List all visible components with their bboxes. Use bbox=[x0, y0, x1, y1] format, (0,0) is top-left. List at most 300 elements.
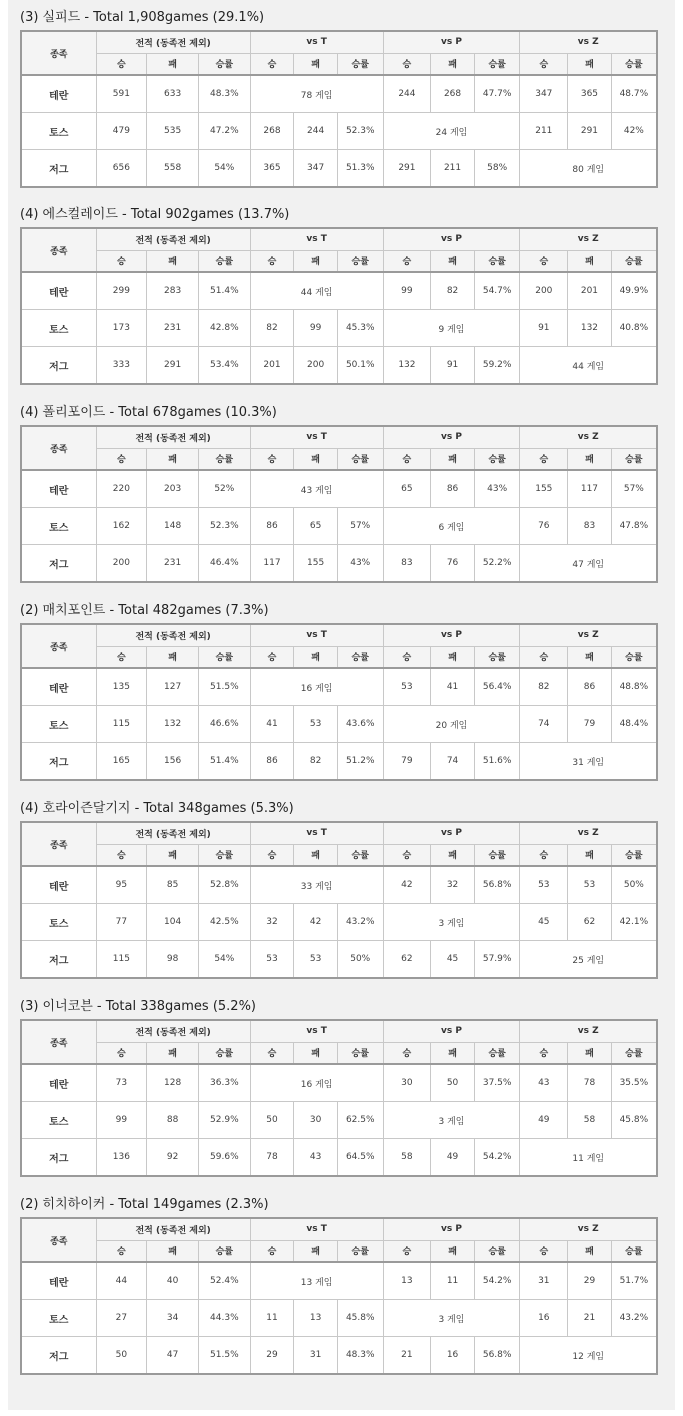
header-rate: 승률 bbox=[198, 844, 250, 866]
map-stats-table bbox=[20, 1217, 658, 1375]
vs-p-wins: 53 bbox=[383, 668, 431, 705]
vs-t-win-rate: 51.3% bbox=[337, 150, 383, 187]
record-win-rate: 52.8% bbox=[198, 866, 250, 903]
header-rate: 승률 bbox=[198, 250, 250, 272]
header-rate: 승률 bbox=[337, 448, 383, 470]
header-win: 승 bbox=[250, 1240, 294, 1262]
header-win: 승 bbox=[96, 1240, 147, 1262]
vs-p-win-rate: 54.7% bbox=[474, 272, 520, 309]
header-win: 승 bbox=[250, 448, 294, 470]
header-rate: 승률 bbox=[198, 1042, 250, 1064]
header-win: 승 bbox=[383, 250, 431, 272]
vs-p-win-rate: 43% bbox=[474, 470, 520, 507]
vs-t-wins: 41 bbox=[250, 706, 294, 743]
vs-t-win-rate: 51.2% bbox=[337, 743, 383, 780]
vs-z-mirror-games: 31 게임 bbox=[520, 743, 657, 780]
row-protoss bbox=[21, 113, 657, 150]
vs-z-win-rate: 57% bbox=[611, 470, 657, 507]
row-terran bbox=[21, 470, 657, 507]
vs-t-wins: 86 bbox=[250, 743, 294, 780]
vs-t-losses: 43 bbox=[294, 1139, 338, 1176]
header-record: 전적 (동족전 제외) bbox=[96, 31, 250, 53]
header-loss: 패 bbox=[147, 448, 199, 470]
record-win-rate: 51.5% bbox=[198, 668, 250, 705]
vs-z-wins: 91 bbox=[520, 310, 568, 347]
map-title: (2) 히치하이커 - Total 149games (2.3%) bbox=[20, 1197, 269, 1212]
header-vs-t: vs T bbox=[250, 31, 383, 53]
header-rate: 승률 bbox=[337, 844, 383, 866]
vs-z-wins: 45 bbox=[520, 904, 568, 941]
header-win: 승 bbox=[250, 646, 294, 668]
race-label-zerg: 저그 bbox=[21, 1337, 96, 1374]
vs-p-wins: 65 bbox=[383, 470, 431, 507]
race-label-zerg: 저그 bbox=[21, 545, 96, 582]
vs-t-win-rate: 45.8% bbox=[337, 1300, 383, 1337]
record-wins: 165 bbox=[96, 743, 147, 780]
page bbox=[8, 0, 675, 1410]
vs-z-losses: 21 bbox=[568, 1300, 612, 1337]
map-title: (4) 호라이즌달기지 - Total 348games (5.3%) bbox=[20, 801, 294, 816]
vs-z-wins: 155 bbox=[520, 470, 568, 507]
record-win-rate: 52.9% bbox=[198, 1102, 250, 1139]
record-losses: 40 bbox=[147, 1262, 199, 1299]
record-wins: 50 bbox=[96, 1337, 147, 1374]
record-win-rate: 52.4% bbox=[198, 1262, 250, 1299]
vs-t-mirror-games: 16 게임 bbox=[250, 668, 383, 705]
header-row-columns bbox=[21, 53, 657, 75]
map-section bbox=[8, 1188, 675, 1386]
record-losses: 127 bbox=[147, 668, 199, 705]
row-protoss bbox=[21, 1300, 657, 1337]
header-race: 종족 bbox=[21, 228, 96, 272]
header-loss: 패 bbox=[294, 1042, 338, 1064]
header-win: 승 bbox=[96, 646, 147, 668]
race-label-terran: 테란 bbox=[21, 1262, 96, 1299]
vs-p-mirror-games: 3 게임 bbox=[383, 904, 520, 941]
record-losses: 132 bbox=[147, 706, 199, 743]
header-win: 승 bbox=[383, 1240, 431, 1262]
vs-t-wins: 11 bbox=[250, 1300, 294, 1337]
vs-t-losses: 200 bbox=[294, 347, 338, 384]
record-wins: 44 bbox=[96, 1262, 147, 1299]
vs-t-wins: 117 bbox=[250, 545, 294, 582]
vs-t-wins: 78 bbox=[250, 1139, 294, 1176]
header-vs-p: vs P bbox=[383, 1020, 520, 1042]
map-section bbox=[8, 198, 675, 396]
record-wins: 77 bbox=[96, 904, 147, 941]
vs-z-mirror-games: 80 게임 bbox=[520, 150, 657, 187]
vs-z-losses: 78 bbox=[568, 1064, 612, 1101]
row-protoss bbox=[21, 904, 657, 941]
record-losses: 47 bbox=[147, 1337, 199, 1374]
record-wins: 135 bbox=[96, 668, 147, 705]
record-win-rate: 54% bbox=[198, 150, 250, 187]
vs-t-losses: 99 bbox=[294, 310, 338, 347]
record-losses: 92 bbox=[147, 1139, 199, 1176]
vs-z-win-rate: 43.2% bbox=[611, 1300, 657, 1337]
row-protoss bbox=[21, 706, 657, 743]
map-stats-table bbox=[20, 623, 658, 781]
vs-t-losses: 65 bbox=[294, 508, 338, 545]
vs-t-losses: 82 bbox=[294, 743, 338, 780]
header-loss: 패 bbox=[294, 448, 338, 470]
race-label-terran: 테란 bbox=[21, 1064, 96, 1101]
header-rate: 승률 bbox=[198, 53, 250, 75]
vs-z-mirror-games: 11 게임 bbox=[520, 1139, 657, 1176]
vs-z-win-rate: 42% bbox=[611, 113, 657, 150]
vs-t-losses: 347 bbox=[294, 150, 338, 187]
record-wins: 200 bbox=[96, 545, 147, 582]
record-losses: 128 bbox=[147, 1064, 199, 1101]
vs-z-win-rate: 48.7% bbox=[611, 75, 657, 112]
header-loss: 패 bbox=[294, 250, 338, 272]
vs-t-wins: 365 bbox=[250, 150, 294, 187]
header-race: 종족 bbox=[21, 1020, 96, 1064]
header-rate: 승률 bbox=[474, 250, 520, 272]
record-win-rate: 53.4% bbox=[198, 347, 250, 384]
header-win: 승 bbox=[383, 844, 431, 866]
header-win: 승 bbox=[250, 1042, 294, 1064]
vs-z-mirror-games: 12 게임 bbox=[520, 1337, 657, 1374]
vs-t-losses: 53 bbox=[294, 706, 338, 743]
vs-z-wins: 76 bbox=[520, 508, 568, 545]
vs-p-win-rate: 54.2% bbox=[474, 1139, 520, 1176]
header-loss: 패 bbox=[147, 646, 199, 668]
header-rate: 승률 bbox=[611, 250, 657, 272]
map-section bbox=[8, 396, 675, 594]
record-losses: 291 bbox=[147, 347, 199, 384]
vs-p-losses: 82 bbox=[431, 272, 475, 309]
row-protoss bbox=[21, 508, 657, 545]
row-zerg bbox=[21, 941, 657, 978]
vs-t-wins: 50 bbox=[250, 1102, 294, 1139]
header-vs-t: vs T bbox=[250, 1020, 383, 1042]
header-row-groups bbox=[21, 822, 657, 844]
race-label-zerg: 저그 bbox=[21, 150, 96, 187]
header-win: 승 bbox=[520, 53, 568, 75]
header-loss: 패 bbox=[568, 1042, 612, 1064]
record-wins: 27 bbox=[96, 1300, 147, 1337]
vs-t-wins: 29 bbox=[250, 1337, 294, 1374]
record-wins: 591 bbox=[96, 75, 147, 112]
header-loss: 패 bbox=[431, 53, 475, 75]
header-loss: 패 bbox=[431, 1240, 475, 1262]
record-win-rate: 46.6% bbox=[198, 706, 250, 743]
header-row-columns bbox=[21, 448, 657, 470]
header-row-columns bbox=[21, 1240, 657, 1262]
vs-t-losses: 13 bbox=[294, 1300, 338, 1337]
header-race: 종족 bbox=[21, 624, 96, 668]
header-win: 승 bbox=[383, 448, 431, 470]
record-win-rate: 52.3% bbox=[198, 508, 250, 545]
header-vs-t: vs T bbox=[250, 228, 383, 250]
record-win-rate: 51.5% bbox=[198, 1337, 250, 1374]
record-losses: 88 bbox=[147, 1102, 199, 1139]
header-win: 승 bbox=[383, 1042, 431, 1064]
map-section bbox=[8, 594, 675, 792]
record-wins: 299 bbox=[96, 272, 147, 309]
vs-p-wins: 21 bbox=[383, 1337, 431, 1374]
header-race: 종족 bbox=[21, 1218, 96, 1262]
header-rate: 승률 bbox=[611, 448, 657, 470]
header-loss: 패 bbox=[431, 448, 475, 470]
vs-z-wins: 43 bbox=[520, 1064, 568, 1101]
record-win-rate: 44.3% bbox=[198, 1300, 250, 1337]
header-win: 승 bbox=[96, 53, 147, 75]
vs-z-wins: 31 bbox=[520, 1262, 568, 1299]
vs-p-losses: 11 bbox=[431, 1262, 475, 1299]
vs-p-losses: 50 bbox=[431, 1064, 475, 1101]
header-rate: 승률 bbox=[337, 53, 383, 75]
vs-z-losses: 53 bbox=[568, 866, 612, 903]
vs-t-win-rate: 43.6% bbox=[337, 706, 383, 743]
vs-t-wins: 53 bbox=[250, 941, 294, 978]
record-wins: 220 bbox=[96, 470, 147, 507]
vs-p-losses: 211 bbox=[431, 150, 475, 187]
vs-z-losses: 62 bbox=[568, 904, 612, 941]
record-wins: 99 bbox=[96, 1102, 147, 1139]
vs-p-mirror-games: 20 게임 bbox=[383, 706, 520, 743]
header-win: 승 bbox=[96, 1042, 147, 1064]
header-rate: 승률 bbox=[611, 646, 657, 668]
race-label-protoss: 토스 bbox=[21, 1102, 96, 1139]
vs-t-win-rate: 50% bbox=[337, 941, 383, 978]
vs-t-losses: 53 bbox=[294, 941, 338, 978]
header-vs-z: vs Z bbox=[520, 31, 657, 53]
vs-p-losses: 76 bbox=[431, 545, 475, 582]
vs-z-win-rate: 42.1% bbox=[611, 904, 657, 941]
vs-t-win-rate: 64.5% bbox=[337, 1139, 383, 1176]
header-rate: 승률 bbox=[337, 646, 383, 668]
race-label-zerg: 저그 bbox=[21, 941, 96, 978]
header-row-columns bbox=[21, 1042, 657, 1064]
vs-p-wins: 79 bbox=[383, 743, 431, 780]
race-label-protoss: 토스 bbox=[21, 508, 96, 545]
record-losses: 156 bbox=[147, 743, 199, 780]
vs-z-win-rate: 47.8% bbox=[611, 508, 657, 545]
map-stats-table bbox=[20, 821, 658, 979]
vs-z-win-rate: 51.7% bbox=[611, 1262, 657, 1299]
vs-z-losses: 58 bbox=[568, 1102, 612, 1139]
header-loss: 패 bbox=[294, 844, 338, 866]
vs-z-losses: 291 bbox=[568, 113, 612, 150]
vs-t-mirror-games: 13 게임 bbox=[250, 1262, 383, 1299]
vs-p-losses: 41 bbox=[431, 668, 475, 705]
vs-t-win-rate: 62.5% bbox=[337, 1102, 383, 1139]
row-terran bbox=[21, 75, 657, 112]
header-vs-p: vs P bbox=[383, 1218, 520, 1240]
header-rate: 승률 bbox=[474, 53, 520, 75]
header-vs-z: vs Z bbox=[520, 228, 657, 250]
vs-t-mirror-games: 78 게임 bbox=[250, 75, 383, 112]
header-row-groups bbox=[21, 1218, 657, 1240]
record-win-rate: 59.6% bbox=[198, 1139, 250, 1176]
header-vs-t: vs T bbox=[250, 624, 383, 646]
header-loss: 패 bbox=[147, 1042, 199, 1064]
map-title: (4) 에스컬레이드 - Total 902games (13.7%) bbox=[20, 207, 290, 222]
vs-p-win-rate: 56.4% bbox=[474, 668, 520, 705]
header-rate: 승률 bbox=[474, 1042, 520, 1064]
header-rate: 승률 bbox=[198, 646, 250, 668]
vs-t-losses: 155 bbox=[294, 545, 338, 582]
header-win: 승 bbox=[250, 250, 294, 272]
record-wins: 479 bbox=[96, 113, 147, 150]
vs-z-losses: 29 bbox=[568, 1262, 612, 1299]
vs-z-mirror-games: 47 게임 bbox=[520, 545, 657, 582]
vs-p-wins: 58 bbox=[383, 1139, 431, 1176]
race-label-protoss: 토스 bbox=[21, 310, 96, 347]
vs-z-win-rate: 40.8% bbox=[611, 310, 657, 347]
header-loss: 패 bbox=[147, 53, 199, 75]
header-vs-p: vs P bbox=[383, 822, 520, 844]
row-terran bbox=[21, 668, 657, 705]
vs-p-mirror-games: 6 게임 bbox=[383, 508, 520, 545]
record-losses: 98 bbox=[147, 941, 199, 978]
vs-p-losses: 86 bbox=[431, 470, 475, 507]
record-losses: 34 bbox=[147, 1300, 199, 1337]
vs-t-win-rate: 43.2% bbox=[337, 904, 383, 941]
header-loss: 패 bbox=[147, 844, 199, 866]
header-loss: 패 bbox=[568, 1240, 612, 1262]
row-zerg bbox=[21, 150, 657, 187]
vs-p-losses: 91 bbox=[431, 347, 475, 384]
header-row-columns bbox=[21, 844, 657, 866]
vs-z-wins: 347 bbox=[520, 75, 568, 112]
header-win: 승 bbox=[520, 1042, 568, 1064]
vs-z-wins: 74 bbox=[520, 706, 568, 743]
header-race: 종족 bbox=[21, 31, 96, 75]
vs-p-mirror-games: 3 게임 bbox=[383, 1102, 520, 1139]
vs-z-wins: 82 bbox=[520, 668, 568, 705]
record-win-rate: 42.5% bbox=[198, 904, 250, 941]
header-loss: 패 bbox=[431, 646, 475, 668]
row-zerg bbox=[21, 743, 657, 780]
header-rate: 승률 bbox=[198, 1240, 250, 1262]
header-win: 승 bbox=[250, 844, 294, 866]
vs-p-losses: 49 bbox=[431, 1139, 475, 1176]
header-win: 승 bbox=[520, 448, 568, 470]
vs-t-losses: 42 bbox=[294, 904, 338, 941]
header-rate: 승률 bbox=[337, 1240, 383, 1262]
header-vs-z: vs Z bbox=[520, 1020, 657, 1042]
vs-p-wins: 62 bbox=[383, 941, 431, 978]
header-rate: 승률 bbox=[611, 1240, 657, 1262]
vs-z-losses: 365 bbox=[568, 75, 612, 112]
record-losses: 633 bbox=[147, 75, 199, 112]
row-terran bbox=[21, 1262, 657, 1299]
record-wins: 136 bbox=[96, 1139, 147, 1176]
header-vs-t: vs T bbox=[250, 1218, 383, 1240]
vs-p-wins: 13 bbox=[383, 1262, 431, 1299]
record-losses: 558 bbox=[147, 150, 199, 187]
vs-t-wins: 32 bbox=[250, 904, 294, 941]
vs-p-losses: 45 bbox=[431, 941, 475, 978]
header-win: 승 bbox=[250, 53, 294, 75]
vs-z-mirror-games: 44 게임 bbox=[520, 347, 657, 384]
header-row-groups bbox=[21, 228, 657, 250]
vs-t-wins: 86 bbox=[250, 508, 294, 545]
vs-t-win-rate: 43% bbox=[337, 545, 383, 582]
header-rate: 승률 bbox=[474, 844, 520, 866]
row-terran bbox=[21, 866, 657, 903]
header-vs-z: vs Z bbox=[520, 1218, 657, 1240]
header-loss: 패 bbox=[568, 646, 612, 668]
row-protoss bbox=[21, 310, 657, 347]
race-label-zerg: 저그 bbox=[21, 743, 96, 780]
vs-z-win-rate: 48.8% bbox=[611, 668, 657, 705]
header-win: 승 bbox=[383, 646, 431, 668]
vs-t-losses: 244 bbox=[294, 113, 338, 150]
header-rate: 승률 bbox=[337, 1042, 383, 1064]
record-win-rate: 48.3% bbox=[198, 75, 250, 112]
header-loss: 패 bbox=[294, 53, 338, 75]
vs-p-win-rate: 47.7% bbox=[474, 75, 520, 112]
vs-t-losses: 31 bbox=[294, 1337, 338, 1374]
vs-t-mirror-games: 16 게임 bbox=[250, 1064, 383, 1101]
vs-z-losses: 201 bbox=[568, 272, 612, 309]
vs-p-win-rate: 56.8% bbox=[474, 866, 520, 903]
vs-z-losses: 117 bbox=[568, 470, 612, 507]
record-win-rate: 52% bbox=[198, 470, 250, 507]
record-losses: 104 bbox=[147, 904, 199, 941]
vs-z-wins: 16 bbox=[520, 1300, 568, 1337]
map-title: (3) 이너코븐 - Total 338games (5.2%) bbox=[20, 999, 256, 1014]
vs-t-wins: 268 bbox=[250, 113, 294, 150]
header-loss: 패 bbox=[294, 646, 338, 668]
vs-z-win-rate: 48.4% bbox=[611, 706, 657, 743]
row-terran bbox=[21, 272, 657, 309]
header-record: 전적 (동족전 제외) bbox=[96, 822, 250, 844]
vs-z-wins: 200 bbox=[520, 272, 568, 309]
header-record: 전적 (동족전 제외) bbox=[96, 228, 250, 250]
header-vs-z: vs Z bbox=[520, 624, 657, 646]
vs-p-win-rate: 51.6% bbox=[474, 743, 520, 780]
race-label-protoss: 토스 bbox=[21, 1300, 96, 1337]
map-stats-table bbox=[20, 227, 658, 385]
record-win-rate: 36.3% bbox=[198, 1064, 250, 1101]
header-row-groups bbox=[21, 624, 657, 646]
vs-z-wins: 49 bbox=[520, 1102, 568, 1139]
header-race: 종족 bbox=[21, 426, 96, 470]
vs-p-losses: 268 bbox=[431, 75, 475, 112]
vs-p-win-rate: 59.2% bbox=[474, 347, 520, 384]
record-win-rate: 54% bbox=[198, 941, 250, 978]
header-race: 종족 bbox=[21, 822, 96, 866]
header-loss: 패 bbox=[431, 844, 475, 866]
header-loss: 패 bbox=[568, 250, 612, 272]
header-win: 승 bbox=[96, 250, 147, 272]
header-vs-z: vs Z bbox=[520, 822, 657, 844]
header-loss: 패 bbox=[431, 250, 475, 272]
header-row-columns bbox=[21, 250, 657, 272]
race-label-terran: 테란 bbox=[21, 866, 96, 903]
header-vs-z: vs Z bbox=[520, 426, 657, 448]
record-wins: 656 bbox=[96, 150, 147, 187]
header-win: 승 bbox=[520, 646, 568, 668]
vs-p-wins: 291 bbox=[383, 150, 431, 187]
row-terran bbox=[21, 1064, 657, 1101]
vs-t-wins: 82 bbox=[250, 310, 294, 347]
record-losses: 85 bbox=[147, 866, 199, 903]
vs-t-win-rate: 52.3% bbox=[337, 113, 383, 150]
record-win-rate: 51.4% bbox=[198, 743, 250, 780]
header-win: 승 bbox=[383, 53, 431, 75]
vs-p-wins: 42 bbox=[383, 866, 431, 903]
map-stats-table bbox=[20, 425, 658, 583]
vs-p-wins: 132 bbox=[383, 347, 431, 384]
vs-t-win-rate: 57% bbox=[337, 508, 383, 545]
header-rate: 승률 bbox=[474, 1240, 520, 1262]
